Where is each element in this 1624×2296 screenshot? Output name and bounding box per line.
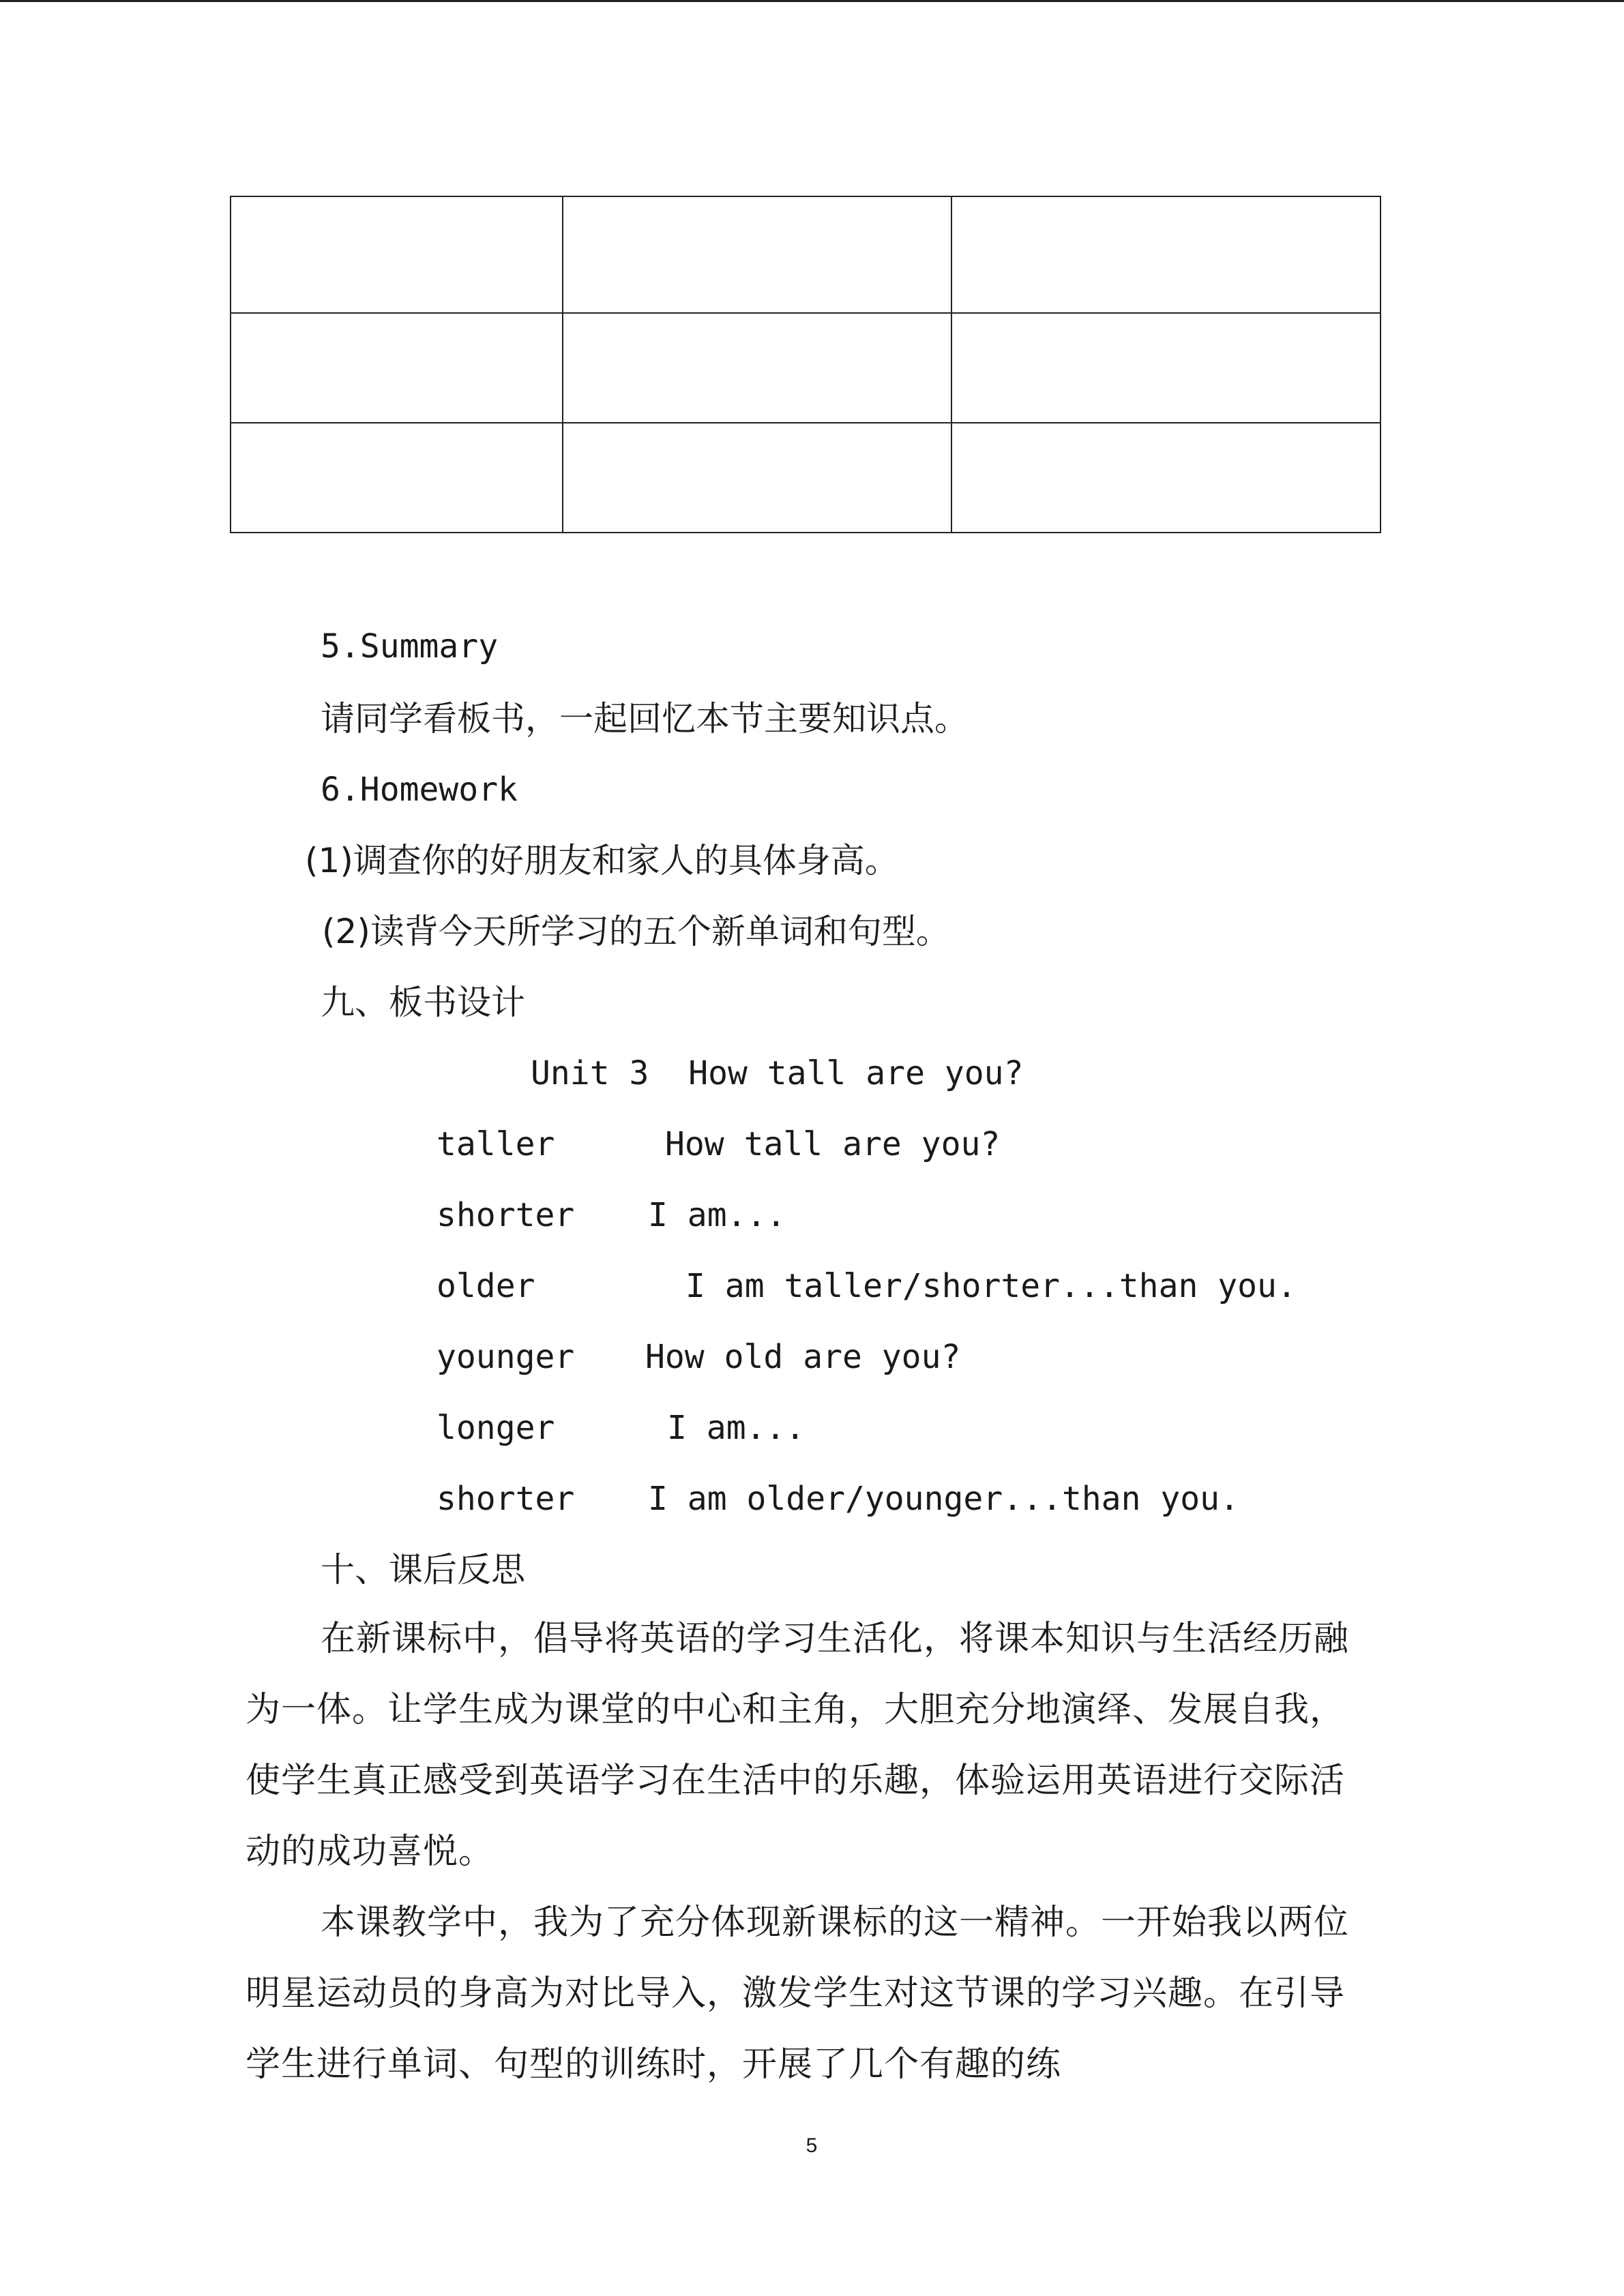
reflection-paragraph: 在新课标中，倡导将英语的学习生活化，将课本知识与生活经历融为一体。让学生成为课堂的中心和主角，大胆充分地演绎、发展自我，使学生真正感受到英语学习在生活中的乐趣，体验运用英语进行交际活动的成功喜悦。 [246, 1619, 1350, 1872]
board-sentence: I am... [667, 1409, 806, 1447]
table-cell [951, 423, 1381, 533]
board-word: longer [437, 1409, 555, 1447]
homework-heading: 6.Homework [321, 771, 518, 809]
reflection-paragraph: 本课教学中，我为了充分体现新课标的这一精神。一开始我以两位明星运动员的身高为对比导入，激发学生对这节课的学习兴趣。在引导学生进行单词、句型的训练时，开展了几个有趣的练 [246, 1903, 1350, 2085]
board-word: younger [437, 1338, 575, 1376]
board-sentence: I am taller/shorter...than you. [685, 1267, 1297, 1305]
homework-item: (1)调查你的好朋友和家人的具体身高。 [305, 841, 899, 880]
board-word: taller [437, 1125, 555, 1163]
page-number: 5 [806, 2134, 818, 2157]
table-row [231, 313, 1381, 423]
board-design-heading: 九、板书设计 [321, 983, 525, 1022]
board-sentence: I am... [648, 1196, 786, 1234]
board-word: shorter [437, 1480, 575, 1518]
table-cell [563, 423, 951, 533]
summary-text: 请同学看板书，一起回忆本节主要知识点。 [321, 699, 969, 739]
table-cell [563, 196, 951, 313]
board-title: Unit 3 How tall are you? [531, 1054, 1024, 1092]
table-cell [563, 313, 951, 423]
table-row [231, 196, 1381, 313]
top-border [0, 0, 1624, 2]
reflection-heading: 十、课后反思 [321, 1550, 525, 1590]
table-cell [951, 196, 1381, 313]
table-cell [231, 423, 563, 533]
table-cell [231, 313, 563, 423]
empty-table [230, 196, 1381, 533]
board-word: shorter [437, 1196, 575, 1234]
board-sentence: I am older/younger...than you. [648, 1480, 1239, 1518]
summary-heading: 5.Summary [321, 627, 499, 666]
table-cell [951, 313, 1381, 423]
table-cell [231, 196, 563, 313]
board-sentence: How old are you? [645, 1338, 961, 1376]
board-word: older [437, 1267, 535, 1305]
board-sentence: How tall are you? [665, 1125, 1001, 1163]
homework-item: (2)读背今天所学习的五个新单词和句型。 [322, 912, 950, 951]
table-row [231, 423, 1381, 533]
